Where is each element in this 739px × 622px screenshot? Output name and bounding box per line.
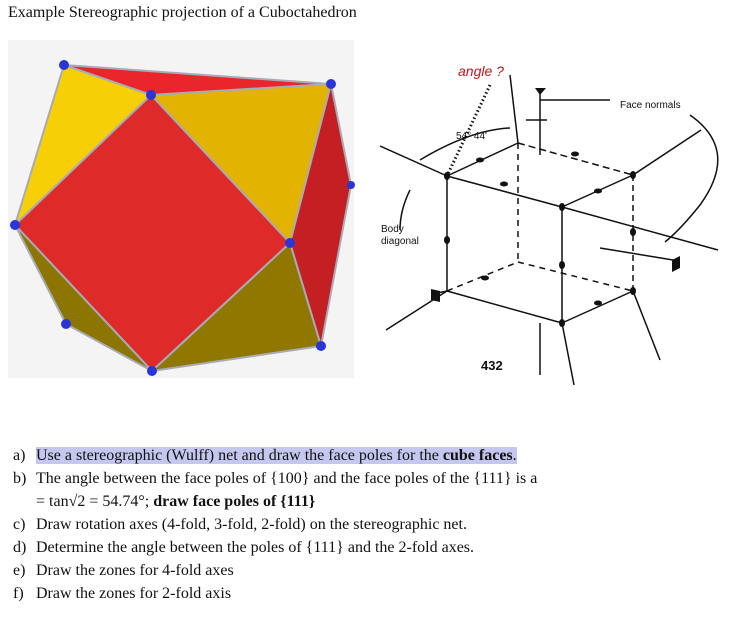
task-item bbox=[8, 513, 537, 536]
angle-label: angle ? bbox=[458, 63, 504, 79]
task-text: . bbox=[512, 447, 517, 464]
task-text: Draw the zones for 2-fold axis bbox=[36, 585, 232, 602]
task-text: Draw the zones for 4-fold axes bbox=[36, 562, 234, 579]
task-text: = tan√2 = 54.74°; bbox=[36, 493, 154, 510]
body-diagonal-label-line1: Body bbox=[381, 224, 404, 235]
cube-markers bbox=[431, 88, 680, 327]
task-marker: c) bbox=[13, 516, 26, 533]
task-marker: f) bbox=[13, 585, 24, 602]
task-text: draw face poles of {111} bbox=[153, 493, 316, 510]
task-marker: b) bbox=[13, 470, 27, 487]
task-item bbox=[8, 467, 537, 490]
task-text: cube faces bbox=[442, 447, 513, 464]
cube-diagram bbox=[380, 75, 718, 385]
task-item bbox=[8, 536, 537, 559]
task-item bbox=[8, 490, 537, 513]
angle-value-label: 54° 44' bbox=[456, 131, 487, 142]
task-marker: d) bbox=[13, 539, 27, 556]
task-marker: e) bbox=[13, 562, 26, 579]
page-title: Example Stereographic projection of a Cuboctahedron bbox=[8, 4, 357, 21]
task-text: Use a stereographic (Wulff) net and draw the face poles for the bbox=[36, 447, 443, 464]
task-text: Determine the angle between the poles of {111} and the 2-fold axes. bbox=[36, 539, 475, 556]
task-text: The angle between the face poles of {100} and the face poles of the {111} is a bbox=[36, 470, 538, 487]
task-item bbox=[8, 582, 537, 605]
task-text: Draw rotation axes (4-fold, 3-fold, 2-fold) on the stereographic net. bbox=[36, 516, 467, 533]
task-item bbox=[8, 559, 537, 582]
body-diagonal-label-line2: diagonal bbox=[381, 236, 419, 247]
task-list bbox=[8, 444, 537, 605]
task-item bbox=[8, 444, 537, 467]
face-normals-label: Face normals bbox=[620, 100, 681, 111]
symmetry-label: 432 bbox=[481, 358, 503, 373]
task-marker: a) bbox=[13, 447, 26, 464]
